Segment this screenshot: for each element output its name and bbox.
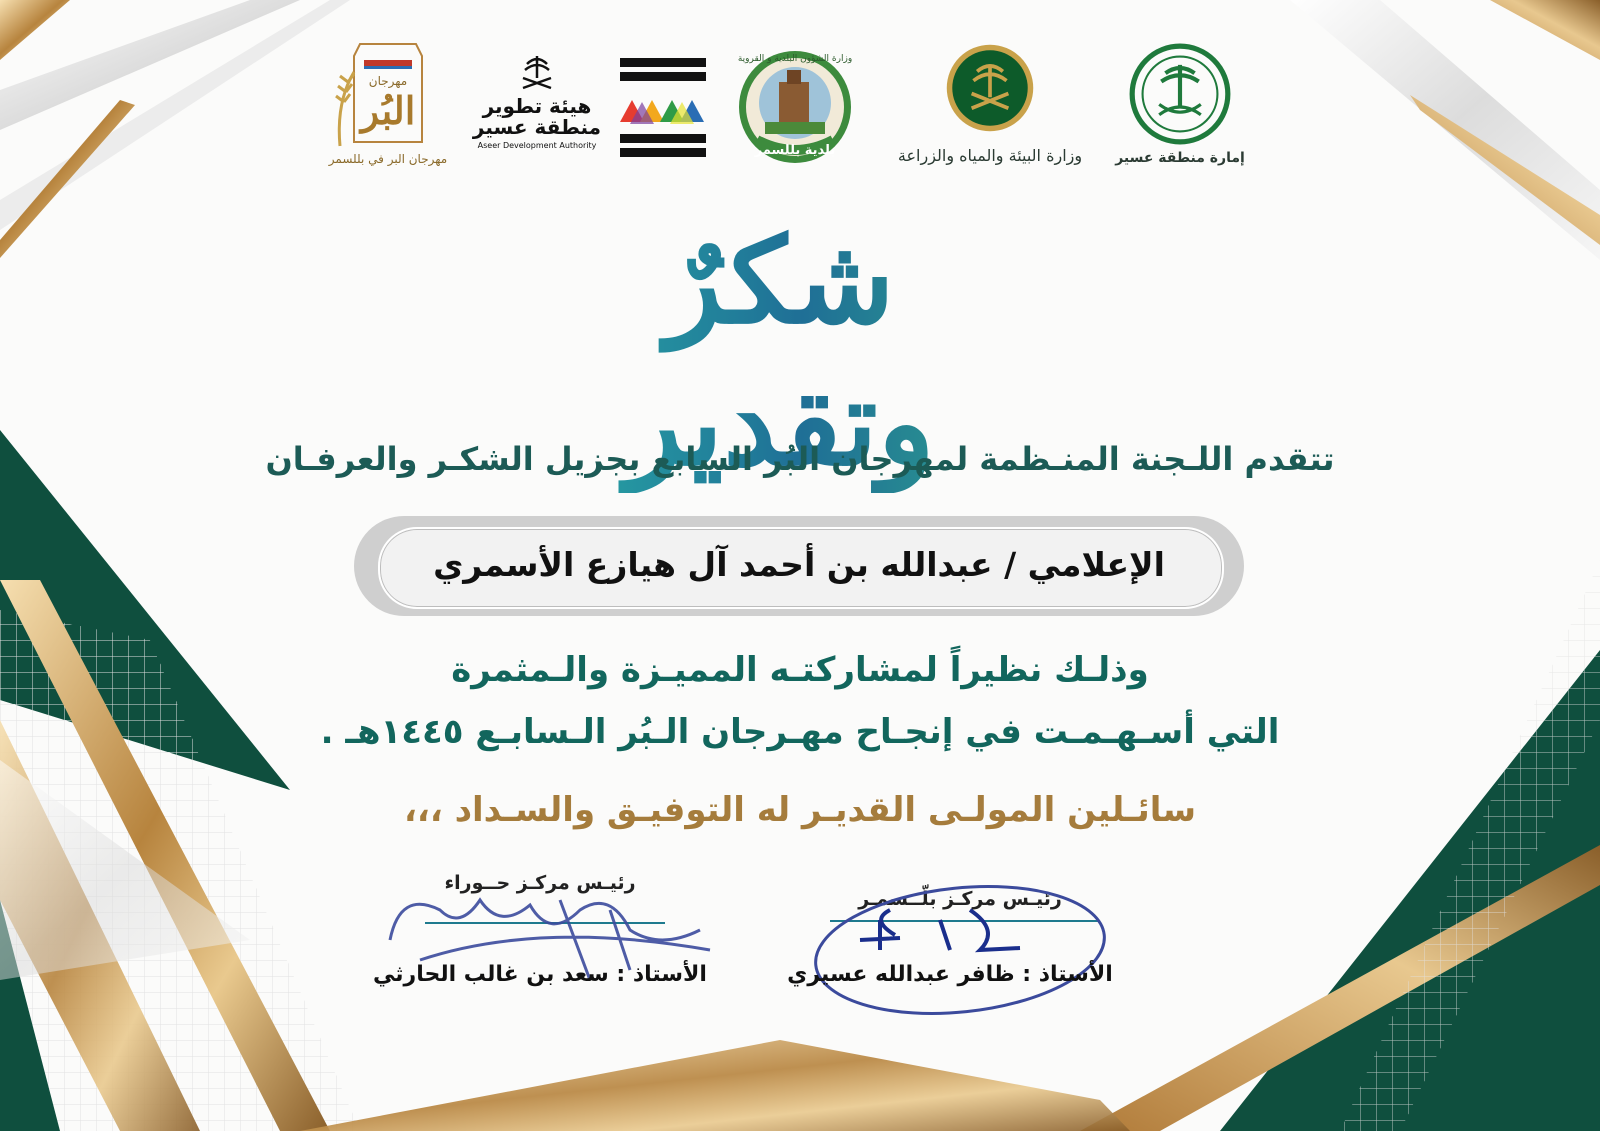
palm-swords-emblem-icon bbox=[944, 42, 1036, 134]
signature-name-balsamar: الأستاذ : ظافر عبدالله عسيري bbox=[787, 962, 1113, 987]
emirate-asir-caption: إمارة منطقة عسير bbox=[1115, 150, 1245, 166]
signature-title-balsamar: رئيـس مركـز بلّــسمـر bbox=[858, 888, 1062, 910]
palm-swords-emblem-icon bbox=[1128, 42, 1232, 146]
signature-name-hawra: الأستاذ : سعد بن غالب الحارثي bbox=[373, 962, 707, 987]
body-line-2: التي أسـهـمـت في إنجـاح مهـرجان الـبُر الـسابـع ١٤٤٥هـ . bbox=[320, 712, 1280, 752]
bottom-gold-strip bbox=[300, 1040, 1130, 1131]
albur-festival-logo bbox=[318, 42, 458, 166]
closing-line: سائـلين المولـى القديـر له التوفيـق والسـداد ،،، bbox=[403, 790, 1197, 830]
palm-swords-emblem-icon bbox=[519, 52, 555, 92]
asir-development-authority-logo bbox=[472, 52, 602, 150]
recipient-name: الإعلامي / عبدالله بن أحمد آل هيازع الأسمري bbox=[433, 545, 1165, 584]
balsamar-municipality-logo bbox=[735, 48, 855, 170]
albur-caption: مهرجان البر في بللسمر bbox=[328, 152, 448, 166]
stripes-mark-icon bbox=[618, 56, 708, 160]
emirate-asir-logo bbox=[1110, 42, 1250, 166]
top-right-gold-corner bbox=[1490, 0, 1600, 60]
ada-line1: هيئة تطوير bbox=[482, 94, 592, 118]
certificate-title: شكرٌ وتقدير bbox=[560, 210, 1000, 493]
top-left-gold-corner bbox=[0, 0, 70, 60]
signature-title-hawra: رئيـس مركـز حــوراء bbox=[444, 872, 636, 894]
ada-english: Aseer Development Authority bbox=[477, 141, 597, 150]
body-line-1: وذلـك نظيراً لمشاركتـه المميـزة والـمثمرة bbox=[451, 650, 1149, 690]
signature-balsamar bbox=[800, 880, 1110, 1020]
mewa-logo bbox=[890, 42, 1090, 165]
albur-big-text: البُر bbox=[360, 88, 416, 133]
ada-line2: منطقة عسير bbox=[472, 115, 602, 139]
balsamar-municipality-text: بلدية بللسمر bbox=[754, 143, 836, 158]
mewa-caption: وزارة البيئة والمياه والزراعة bbox=[897, 146, 1083, 165]
balsamar-ministry-text: وزارة الشؤون البلدية و القروية bbox=[737, 54, 853, 64]
asir-stripes-logo bbox=[618, 56, 708, 164]
intro-line: تتقدم اللـجنة المنـظمة لمهرجان البُر السابع بجزيل الشكـر والعرفـان bbox=[265, 440, 1335, 478]
albur-small-text: مهرجان bbox=[368, 74, 408, 88]
